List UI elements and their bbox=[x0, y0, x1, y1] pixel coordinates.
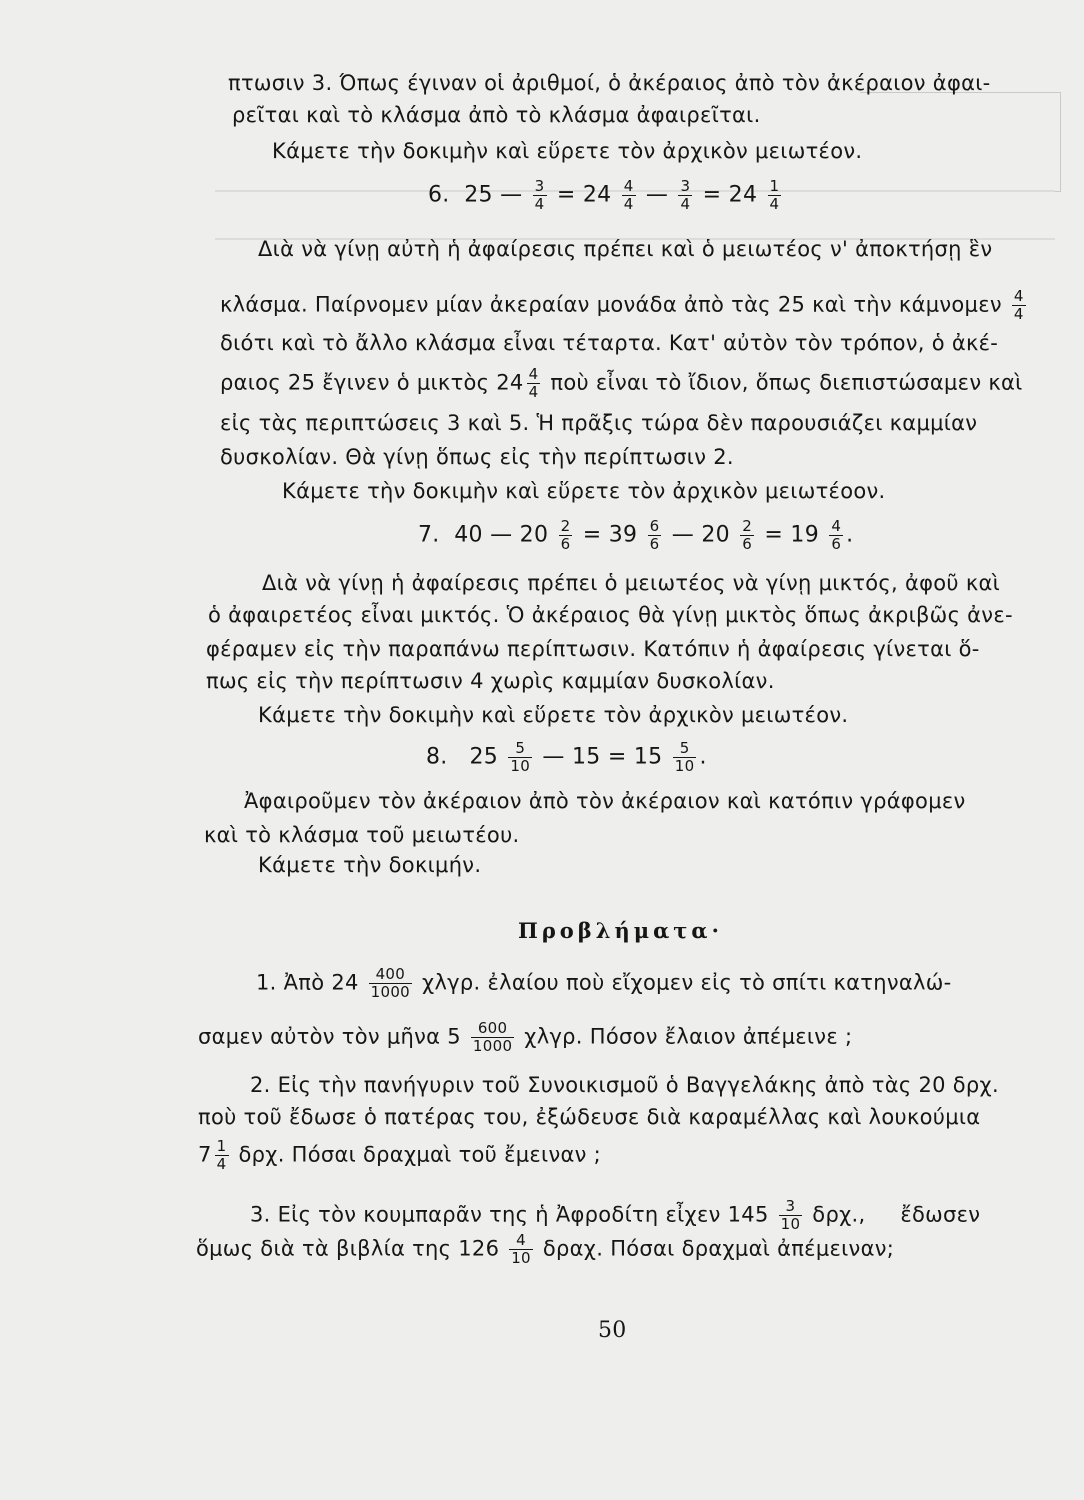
fraction: $\frac{3}{4}$ bbox=[534, 177, 545, 213]
text-line: δυσκολίαν. Θὰ γίνῃ ὅπως εἰς τὴν περίπτωσιν 2. bbox=[220, 445, 734, 469]
problem-2-cont: ποὺ τοῦ ἔδωσε ὁ πατέρας του, ἐξώδευσε διὰ καραμέλλας καὶ λουκούμια bbox=[198, 1105, 981, 1129]
fraction: $\frac{600}{1000}$ bbox=[472, 1019, 513, 1055]
show-through-box bbox=[860, 92, 1061, 192]
section-heading: Προβλήματα· bbox=[518, 918, 723, 943]
text-line: Ἀφαιροῦμεν τὸν ἀκέραιον ἀπὸ τὸν ἀκέραιον καὶ κατόπιν γράφομεν bbox=[244, 789, 966, 813]
text-line: Διὰ νὰ γίνῃ αὐτὴ ἡ ἀφαίρεσις πρέπει καὶ ὁ μειωτέος ν' ἀποκτήσῃ ἓν bbox=[258, 237, 993, 261]
text-line: Κάμετε τὴν δοκιμήν. bbox=[258, 853, 482, 877]
text-line: πτωσιν 3. Όπως έγιναν οἱ ἀριθμοί, ὁ ἀκέραιος ἀπὸ τὸν ἀκέραιον ἀφαι- bbox=[228, 71, 991, 95]
fraction: $\frac{5}{10}$ bbox=[510, 739, 531, 775]
fraction: $\frac{4}{4}$ bbox=[1013, 287, 1024, 323]
fraction: $\frac{1}{4}$ bbox=[216, 1137, 227, 1173]
fraction: $\frac{4}{6}$ bbox=[831, 517, 842, 553]
text-line: εἰς τὰς περιπτώσεις 3 καὶ 5. Ἡ πρᾶξις τώρα δὲν παρουσιάζει καμμίαν bbox=[220, 411, 978, 435]
fraction: $\frac{4}{10}$ bbox=[511, 1231, 531, 1267]
equation-7: 7. 40 — 20 $\frac{2}{6}$ = 39 $\frac{6}{6}$ — 20 $\frac{2}{6}$ = 19 $\frac{4}{6}$ . bbox=[418, 517, 854, 553]
problem-3: 3. Εἰς τὸν κουμπαρᾶν της ἡ Ἀφροδίτη εἶχεν 145 $\frac{3}{10}$ δρχ., ἔδωσεν bbox=[250, 1197, 981, 1233]
text-line: πως εἰς τὴν περίπτωσιν 4 χωρὶς καμμίαν δυσκολίαν. bbox=[206, 669, 775, 693]
fraction: $\frac{6}{6}$ bbox=[649, 517, 660, 553]
fraction: $\frac{2}{6}$ bbox=[742, 517, 753, 553]
fraction: $\frac{3}{10}$ bbox=[780, 1197, 801, 1233]
text-line: φέραμεν εἰς τὴν παραπάνω περίπτωσιν. Κατόπιν ἡ ἀφαίρεσις γίνεται ὅ- bbox=[206, 637, 980, 661]
fraction: $\frac{2}{6}$ bbox=[560, 517, 571, 553]
text-line: Κάμετε τὴν δοκιμὴν καὶ εὕρετε τὸν ἀρχικὸν μειωτέον. bbox=[272, 139, 863, 163]
text-line: Κάμετε τὴν δοκιμὴν καὶ εὕρετε τὸν ἀρχικὸν μειωτέοον. bbox=[282, 479, 886, 503]
text-line: καὶ τὸ κλάσμα τοῦ μειωτέου. bbox=[204, 823, 520, 847]
page-number: 50 bbox=[598, 1318, 627, 1343]
text-line: Κάμετε τὴν δοκιμὴν καὶ εὕρετε τὸν ἀρχικὸν μειωτέον. bbox=[258, 703, 849, 727]
equation-6: 6. 25 — $\frac{3}{4}$ = 24 $\frac{4}{4}$ — $\frac{3}{4}$ = 24 $\frac{1}{4}$ bbox=[428, 177, 780, 213]
fraction: $\frac{5}{10}$ bbox=[674, 739, 695, 775]
fraction: $\frac{1}{4}$ bbox=[769, 177, 780, 213]
problem-3-cont: ὅμως διὰ τὰ βιβλία της 126 $\frac{4}{10}$ δραχ. Πόσαι δραχμαὶ ἀπέμειναν; bbox=[196, 1231, 895, 1267]
problem-1: 1. Ἀπὸ 24 $\frac{400}{1000}$ χλγρ. ἐλαίου ποὺ εἴχομεν εἰς τὸ σπίτι κατηναλώ- bbox=[256, 965, 952, 1001]
text-line: διότι καὶ τὸ ἄλλο κλάσμα εἶναι τέταρτα. Κατ' αὐτὸν τὸν τρόπον, ὁ ἀκέ- bbox=[220, 331, 999, 355]
equation-8: 8. 25 $\frac{5}{10}$ — 15 = 15 $\frac{5}{10}$ . bbox=[426, 739, 707, 775]
text-line: ὁ ἀφαιρετέος εἶναι μικτός. Ὁ ἀκέραιος θὰ γίνῃ μικτὸς ὅπως ἀκριβῶς ἀνε- bbox=[208, 603, 1013, 627]
text-line: Διὰ νὰ γίνῃ ἡ ἀφαίρεσις πρέπει ὁ μειωτέος νὰ γίνῃ μικτός, ἀφοῦ καὶ bbox=[262, 571, 1001, 595]
text-line: ραιος 25 ἔγινεν ὁ μικτὸς 24 $\frac{4}{4}$ ποὺ εἶναι τὸ ἴδιον, ὅπως διεπιστώσαμεν καὶ bbox=[220, 365, 1023, 401]
fraction: $\frac{3}{4}$ bbox=[680, 177, 691, 213]
text-line: ρεῖται καὶ τὸ κλάσμα ἀπὸ τὸ κλάσμα ἀφαιρεῖται. bbox=[232, 103, 761, 127]
problem-2-cont: 7 $\frac{1}{4}$ δρχ. Πόσαι δραχμαὶ τοῦ ἔμειναν ; bbox=[198, 1137, 602, 1173]
fraction: $\frac{4}{4}$ bbox=[623, 177, 634, 213]
fraction: $\frac{400}{1000}$ bbox=[370, 965, 411, 1001]
text-line: κλάσμα. Παίρνομεν μίαν ἀκεραίαν μονάδα ἀπὸ τὰς 25 καὶ τὴν κάμνομεν $\frac{4}{4}$ bbox=[220, 287, 1024, 323]
problem-2: 2. Εἰς τὴν πανήγυριν τοῦ Συνοικισμοῦ ὁ Βαγγελάκης ἀπὸ τὰς 20 δρχ. bbox=[250, 1073, 999, 1097]
problem-1-cont: σαμεν αὐτὸν τὸν μῆνα 5 $\frac{600}{1000}$ χλγρ. Πόσον ἔλαιον ἀπέμεινε ; bbox=[198, 1019, 853, 1055]
fraction: $\frac{4}{4}$ bbox=[528, 365, 539, 401]
